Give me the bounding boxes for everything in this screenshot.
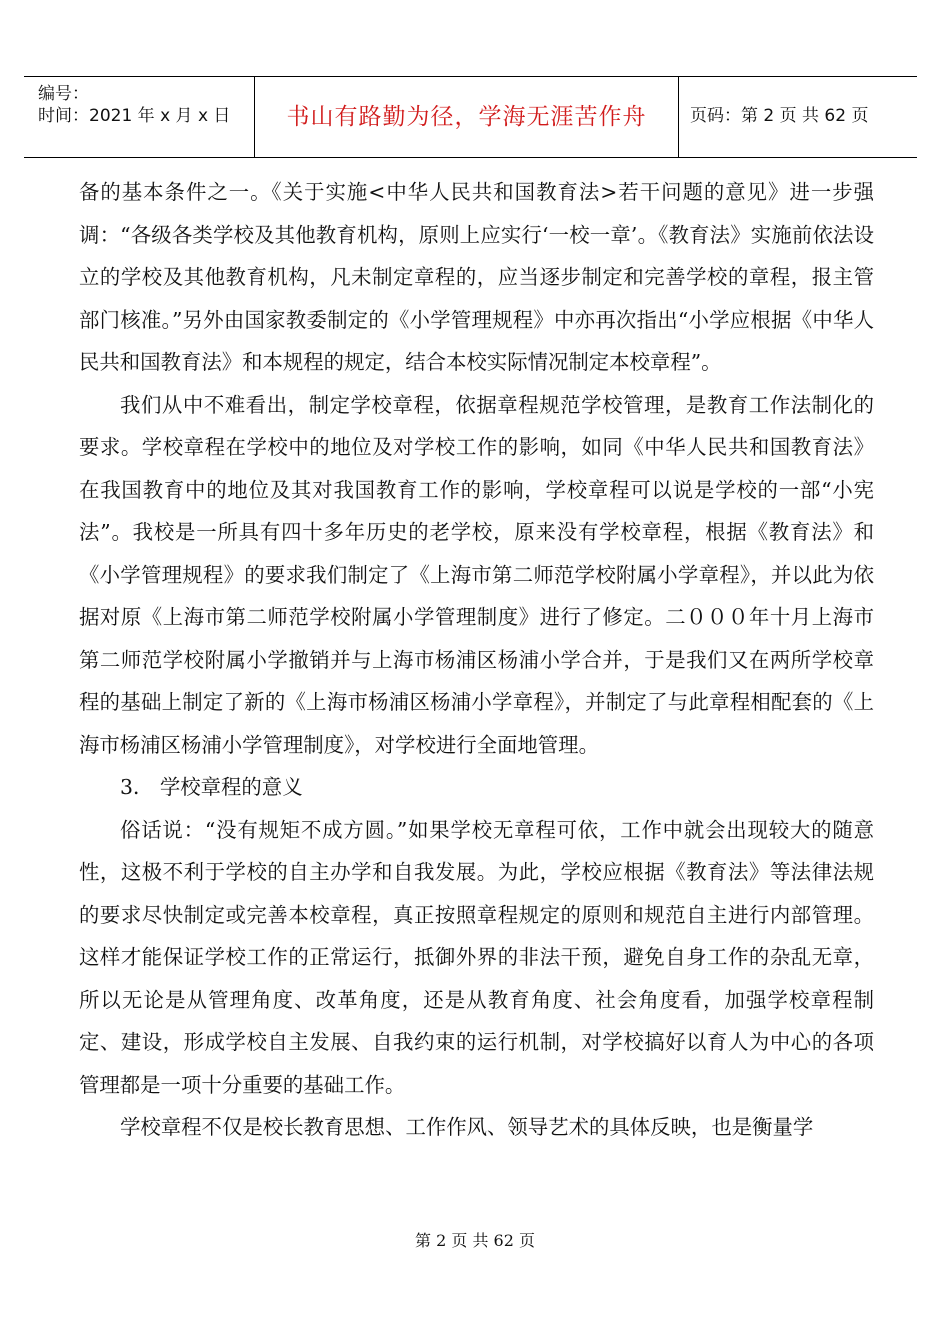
header-divider-right	[678, 77, 679, 157]
paragraph: 学校章程不仅是校长教育思想、工作作风、领导艺术的具体反映，也是衡量学	[120, 1115, 814, 1139]
header-meta	[38, 83, 230, 127]
header-motto: 书山有路勤为径，学海无涯苦作舟	[286, 104, 647, 130]
document-number-label: 编号：	[38, 84, 89, 104]
paragraph-continued: 备的基本条件之一。《关于实施<中华人民共和国教育法>若干问题的意见》进一步强调：“各级各类学校及其他教育机构，原则上应实行‘一校一章’。《教育法》实施前依法设立的学校及其他教育机构，凡未制定章程的，应当逐步制定和完善学校的章程，报主管部门核准。”另外由国家教委制定的《小学管理规程》中亦再次指出“小学应根据《中华人民共和国教育法》和本规程的规定，结合本校实际情况制定本校章程”。	[79, 180, 874, 374]
document-time-label: 时间：2021 年 x 月 x 日	[38, 106, 231, 126]
document-body	[79, 171, 874, 1149]
paragraph: 俗话说：“没有规矩不成方圆。”如果学校无章程可依，工作中就会出现较大的随意性，这极不利于学校的自主办学和自我发展。为此，学校应根据《教育法》等法律法规的要求尽快制定或完善本校章程，真正按照章程规定的原则和规范自主进行内部管理。这样才能保证学校工作的正常运行，抵御外界的非法干预，避免自身工作的杂乱无章，所以无论是从管理角度、改革角度，还是从教育角度、社会角度看，加强学校章程制定、建设，形成学校自主发展、自我约束的运行机制，对学校搞好以育人为中心的各项管理都是一项十分重要的基础工作。	[79, 817, 874, 1097]
section-heading: 3． 学校章程的意义	[120, 775, 303, 799]
header-page-info: 页码：第 2 页 共 62 页	[690, 106, 869, 126]
paragraph: 我们从中不难看出，制定学校章程，依据章程规范学校管理，是教育工作法制化的要求。学校章程在学校中的地位及对学校工作的影响，如同《中华人民共和国教育法》在我国教育中的地位及其对我国教育工作的影响，学校章程可以说是学校的一部“小宪法”。我校是一所具有四十多年历史的老学校，原来没有学校章程，根据《教育法》和《小学管理规程》的要求我们制定了《上海市第二师范学校附属小学章程》，并以此为依据对原《上海市第二师范学校附属小学管理制度》进行了修定。二０００年十月上海市第二师范学校附属小学撤销并与上海市杨浦区杨浦小学合并，于是我们又在两所学校章程的基础上制定了新的《上海市杨浦区杨浦小学章程》，并制定了与此章程相配套的《上海市杨浦区杨浦小学管理制度》，对学校进行全面地管理。	[79, 392, 874, 757]
page-footer: 第 2 页 共 62 页	[415, 1231, 535, 1250]
page-header	[24, 76, 917, 158]
